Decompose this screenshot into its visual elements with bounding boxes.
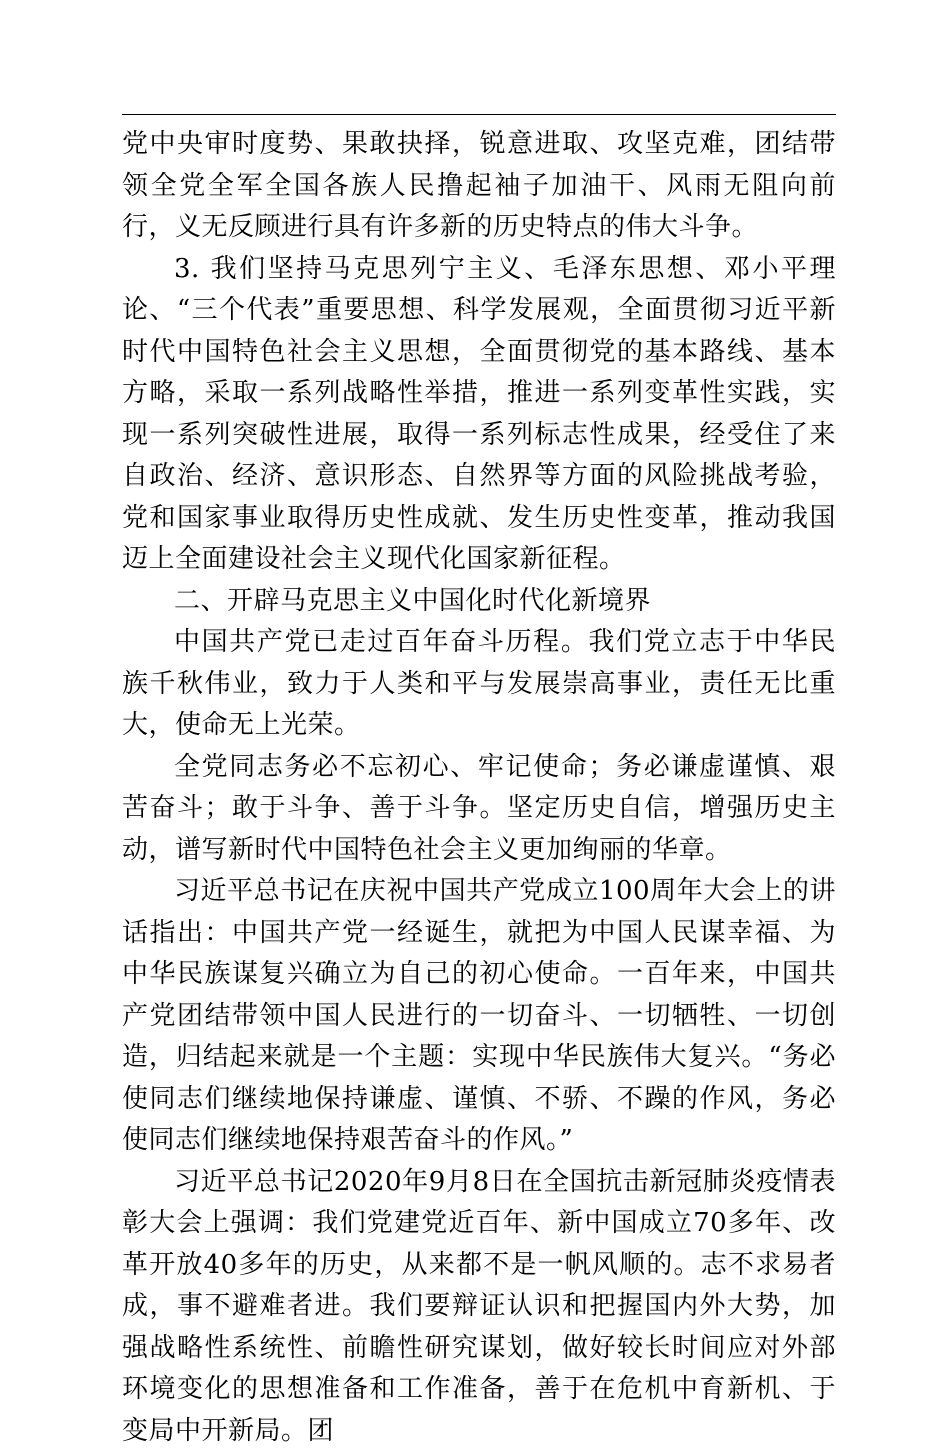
- paragraph-5: 习近平总书记在庆祝中国共产党成立100周年大会上的讲话指出：中国共产党一经诞生，就把为中国人民谋幸福、为中华民族谋复兴确立为自己的初心使命。一百年来，中国共产党团结带领中国人民进行的一切奋斗、一切牺牲、一切创造，归结起来就是一个主题：实现中华民族伟大复兴。“务必使同志们继续地保持谦虚、谨慎、不骄、不躁的作风，务必使同志们继续地保持艰苦奋斗的作风。”: [122, 871, 836, 1162]
- paragraph-1: 党中央审时度势、果敢抉择，锐意进取、攻坚克难，团结带领全党全军全国各族人民撸起袖子加油干、风雨无阻向前行，义无反顾进行具有许多新的历史特点的伟大斗争。: [122, 124, 836, 249]
- header-rule: [122, 114, 836, 115]
- document-body: [122, 124, 836, 1452]
- paragraph-4: 全党同志务必不忘初心、牢记使命；务必谦虚谨慎、艰苦奋斗；敢于斗争、善于斗争。坚定历史自信，增强历史主动，谱写新时代中国特色社会主义更加绚丽的华章。: [122, 747, 836, 872]
- paragraph-2: 3. 我们坚持马克思列宁主义、毛泽东思想、邓小平理论、“三个代表”重要思想、科学发展观，全面贯彻习近平新时代中国特色社会主义思想，全面贯彻党的基本路线、基本方略，采取一系列战略性举措，推进一系列变革性实践，实现一系列突破性进展，取得一系列标志性成果，经受住了来自政治、经济、意识形态、自然界等方面的风险挑战考验，党和国家事业取得历史性成就、发生历史性变革，推动我国迈上全面建设社会主义现代化国家新征程。: [122, 249, 836, 581]
- section-heading: 二、开辟马克思主义中国化时代化新境界: [122, 581, 836, 623]
- paragraph-3: 中国共产党已走过百年奋斗历程。我们党立志于中华民族千秋伟业，致力于人类和平与发展崇高事业，责任无比重大，使命无上光荣。: [122, 622, 836, 747]
- paragraph-6: 习近平总书记2020年9月8日在全国抗击新冠肺炎疫情表彰大会上强调：我们党建党近百年、新中国成立70多年、改革开放40多年的历史，从来都不是一帆风顺的。志不求易者成，事不避难者进。我们要辩证认识和把握国内外大势，加强战略性系统性、前瞻性研究谋划，做好较长时间应对外部环境变化的思想准备和工作准备，善于在危机中育新机、于变局中开新局。团: [122, 1162, 836, 1452]
